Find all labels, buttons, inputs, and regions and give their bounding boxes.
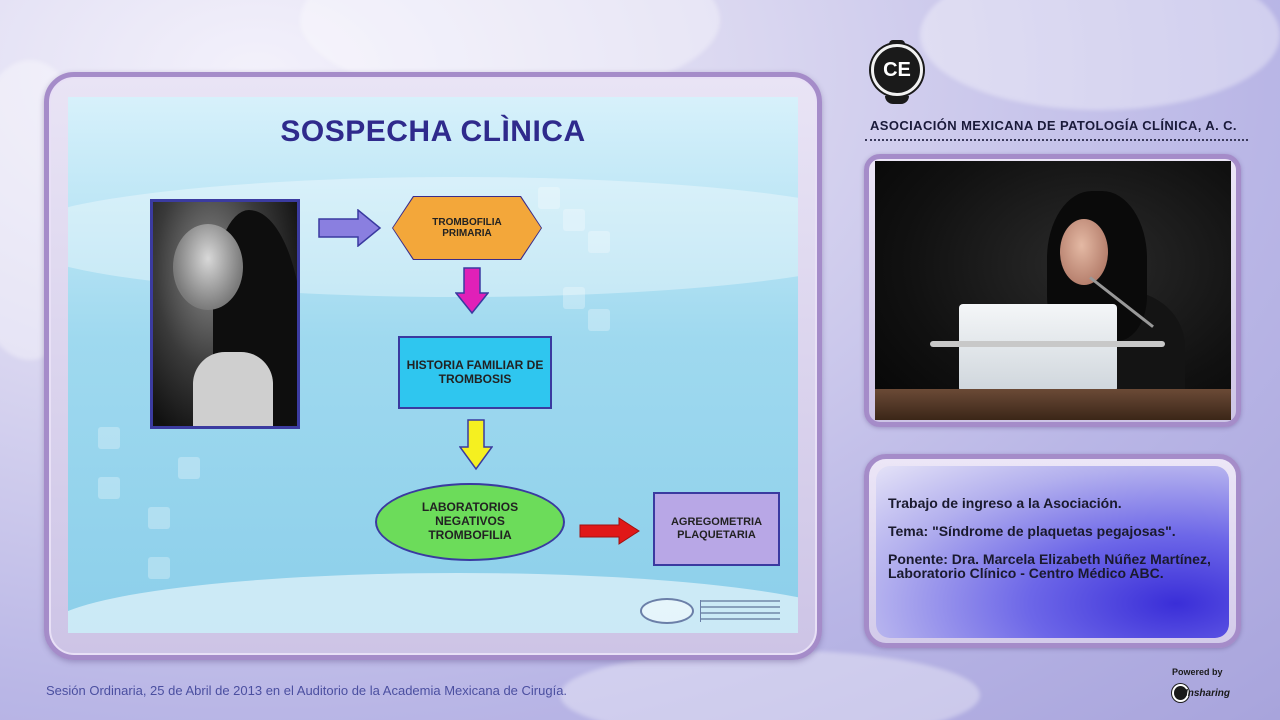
arrow-down-magenta (455, 267, 489, 315)
abc-logo-mark (640, 598, 694, 624)
info-line-ingreso: Trabajo de ingreso a la Asociación. (888, 495, 1122, 511)
insharing-word: Insharing (1184, 687, 1230, 699)
ampc-logo (871, 44, 923, 96)
abc-hospital-logo (640, 595, 788, 627)
arrow-right-purple (318, 209, 382, 247)
slide-decoration (588, 309, 610, 331)
insharing-logo[interactable] (1172, 681, 1230, 705)
photo-body (193, 352, 273, 429)
abc-logo-text (700, 600, 780, 622)
background-blob (920, 0, 1280, 110)
divider (865, 139, 1248, 141)
woman-photo (150, 199, 300, 429)
talk-info-panel (876, 466, 1229, 638)
slide-decoration (178, 457, 200, 479)
podium (875, 389, 1231, 420)
speaker-face (1060, 219, 1108, 285)
podium-rail (930, 341, 1165, 347)
box-agregometria-label: AGREGOMETRIA PLAQUETARIA (670, 516, 763, 541)
arrow-right-red (579, 517, 641, 545)
session-caption: Sesión Ordinaria, 25 de Abril de 2013 en el Auditorio de la Academia Mexicana de Cirugía. (46, 683, 568, 698)
background-blob (560, 650, 980, 720)
slide-decoration (563, 209, 585, 231)
slide-decoration (538, 187, 560, 209)
arrow-down-yellow (459, 419, 493, 471)
ellipse-label: LABORATORIOS NEGATIVOS TROMBOFILIA (421, 500, 519, 542)
speaker-video[interactable] (875, 161, 1231, 420)
powered-by-label: Powered by (1172, 667, 1223, 677)
laptop (959, 304, 1117, 392)
photo-face (173, 224, 243, 310)
slide-decoration (563, 287, 585, 309)
association-name: ASOCIACIÓN MEXICANA DE PATOLOGÍA CLÍNICA, A. C. (870, 118, 1237, 133)
slide-decoration (98, 427, 120, 449)
box-historia-label: HISTORIA FAMILIAR DE TROMBOSIS (406, 357, 544, 386)
slide-decoration (148, 557, 170, 579)
slide-decoration (98, 477, 120, 499)
presentation-slide (68, 97, 798, 633)
slide-decoration (148, 507, 170, 529)
slide-title: SOSPECHA CLÌNICA (280, 115, 586, 148)
info-line-ponente: Ponente: Dra. Marcela Elizabeth Núñez Martínez, Laboratorio Clínico - Centro Médico ABC. (888, 551, 1211, 581)
slide-decoration (588, 231, 610, 253)
ampc-logo-letters: CE (883, 58, 911, 81)
logo-base (885, 96, 909, 104)
info-line-tema: Tema: "Síndrome de plaquetas pegajosas". (888, 523, 1176, 539)
hexagon-label: TROMBOFILIA PRIMARIA (432, 216, 502, 239)
